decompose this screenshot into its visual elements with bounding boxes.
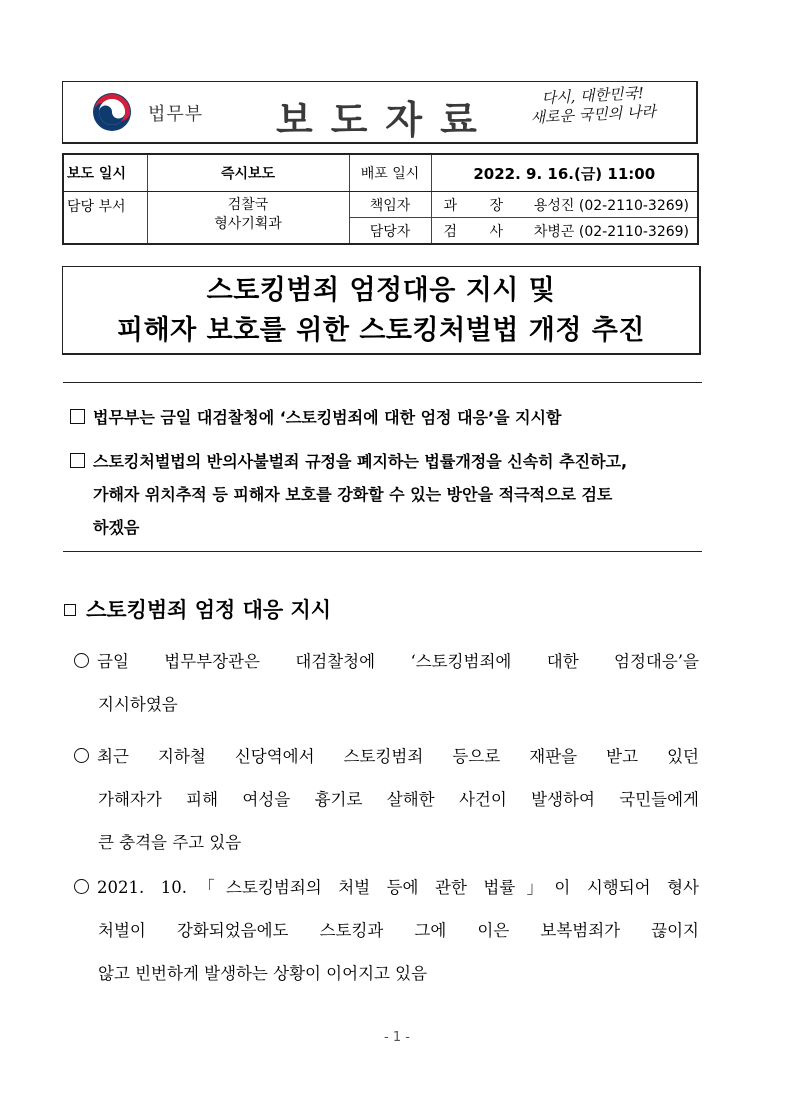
slogan-line-2: 새로운 국민의 나라 [530, 102, 657, 127]
contact-detail [431, 218, 698, 245]
section-heading [62, 594, 331, 624]
summary-text: 법무부는 금일 대검찰청에 ‘스토킹범죄에 대한 엄정 대응’을 지시함 [93, 408, 562, 427]
contact-name-phone: 용성진 (02-2110-3269) [533, 197, 689, 214]
contact-position: 과 장 [443, 197, 517, 214]
contact-role: 담당자 [349, 218, 431, 245]
paragraph-text: 큰 충격을 주고 있음 [98, 833, 242, 852]
headline-box [62, 266, 701, 355]
dept-line-2: 형사기획과 [214, 216, 282, 232]
headline-line-2: 피해자 보호를 위한 스토킹처벌법 개정 추진 [117, 315, 645, 346]
summary-item [70, 445, 700, 544]
circle-bullet-icon [74, 653, 89, 668]
slogan-line-1: 다시, 대한민국! [541, 83, 645, 108]
paragraph-text: 처벌이 강화되었음에도 스토킹과 그에 이은 보복범죄가 끊이지 [98, 921, 699, 940]
summary-item [70, 401, 700, 434]
distribution-value: 2022. 9. 16.(금) 11:00 [431, 154, 698, 192]
distribution-label: 배포 일시 [349, 154, 431, 192]
taegeuk-logo-icon [92, 92, 132, 132]
document-type-title: 보도자료 [276, 98, 495, 142]
summary-text: 가해자 위치추적 등 피해자 보호를 강화할 수 있는 방안을 적극적으로 검토 [93, 485, 613, 504]
release-info-table [62, 153, 699, 245]
checkbox-bullet-icon [70, 453, 85, 468]
paragraph-text: 않고 빈번하게 발생하는 상황이 이어지고 있음 [98, 964, 428, 983]
release-label: 보도 일시 [63, 154, 147, 192]
slogan [529, 82, 681, 128]
paragraph-text: 2021. 10.「스토킹범죄의 처벌 등에 관한 법률」이 시행되어 형사 [97, 878, 699, 897]
dept-value [147, 192, 349, 245]
ministry-name: 법무부 [148, 104, 204, 125]
contact-position: 검 사 [443, 223, 517, 240]
divider [63, 551, 702, 552]
dept-label: 담당 부서 [63, 192, 147, 245]
circle-bullet-icon [74, 879, 89, 894]
release-value: 즉시보도 [147, 154, 349, 192]
dept-line-1: 검찰국 [227, 197, 269, 213]
paragraph-text: 금일 법무부장관은 대검찰청에 ‘스토킹범죄에 대한 엄정대응’을 [97, 652, 699, 671]
circle-bullet-icon [74, 748, 89, 763]
paragraph-text: 최근 지하철 신당역에서 스토킹범죄 등으로 재판을 받고 있던 [97, 747, 699, 766]
headline-line-1: 스토킹범죄 엄정대응 지시 및 [206, 275, 556, 306]
paragraph-text: 지시하였음 [98, 695, 178, 714]
paragraph [74, 640, 699, 726]
paragraph-text: 가해자가 피해 여성을 흉기로 살해한 사건이 발생하여 국민들에게 [98, 790, 699, 809]
square-bullet-icon [64, 604, 76, 616]
divider [63, 382, 702, 383]
summary-text: 하겠음 [93, 518, 140, 537]
section-heading-text: 스토킹범죄 엄정 대응 지시 [86, 598, 332, 622]
checkbox-bullet-icon [70, 409, 85, 424]
paragraph [74, 735, 699, 864]
contact-detail [431, 192, 698, 218]
contact-name-phone: 차병곤 (02-2110-3269) [533, 223, 689, 240]
summary-text: 스토킹처벌법의 반의사불벌죄 규정을 폐지하는 법률개정을 신속히 추진하고, [93, 452, 628, 471]
contact-role: 책임자 [349, 192, 431, 218]
page-number: - 1 - [384, 1030, 410, 1045]
paragraph [74, 866, 699, 995]
